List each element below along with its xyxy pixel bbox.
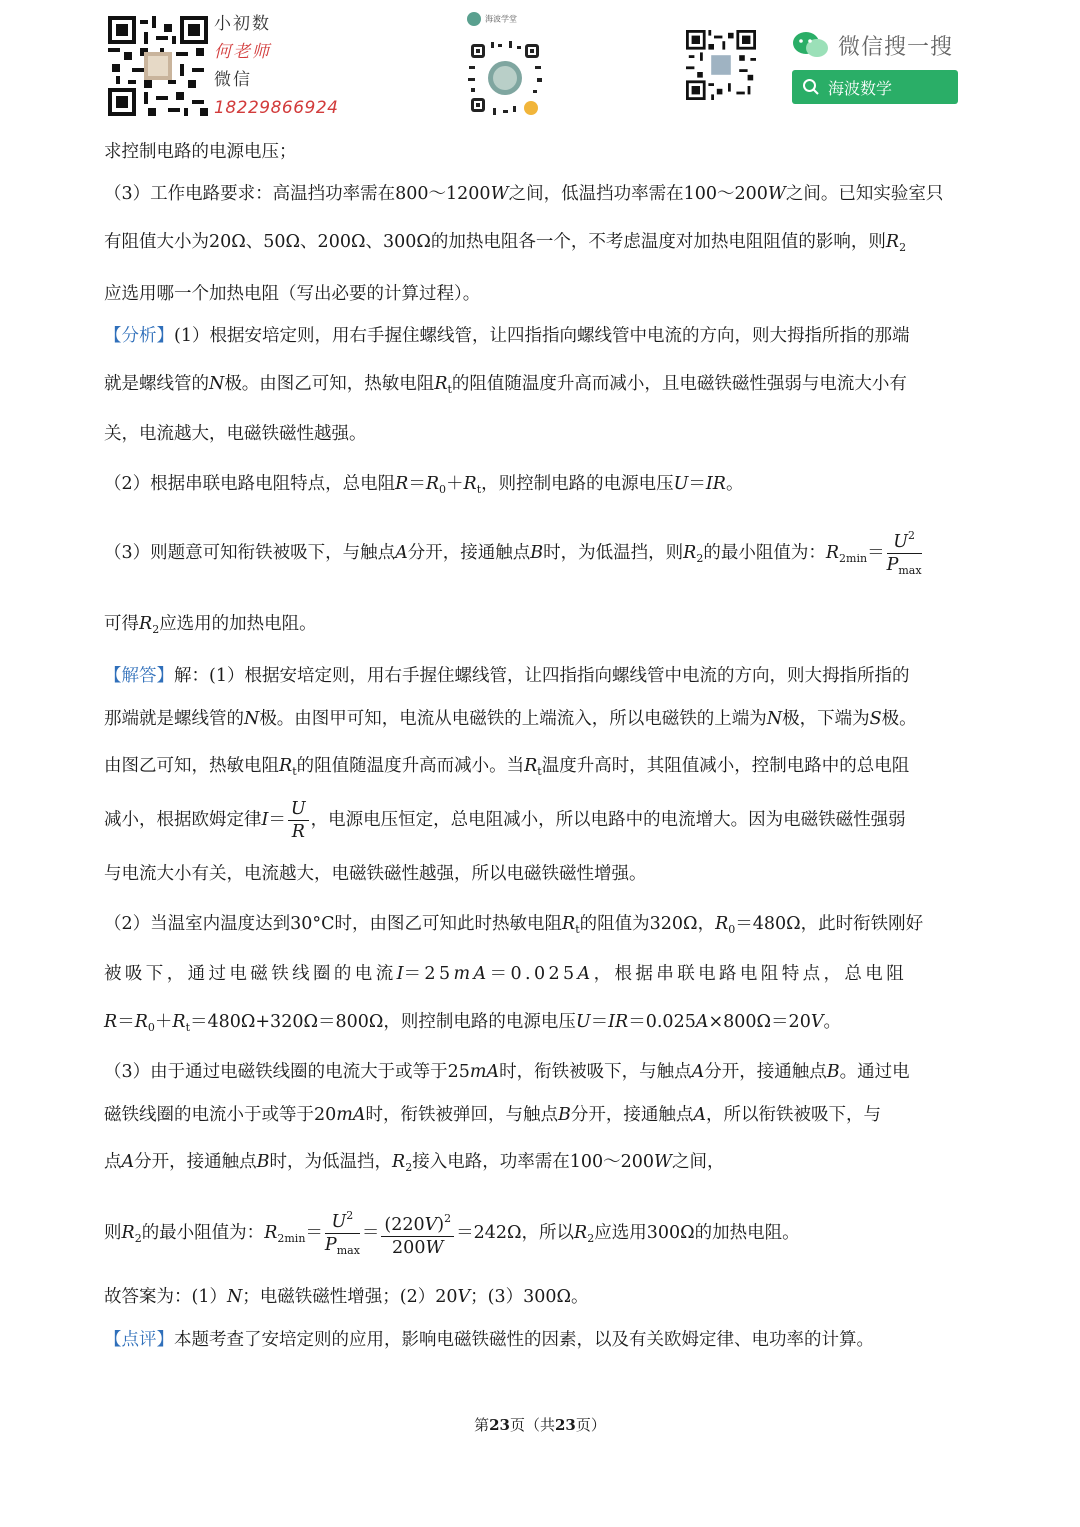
page-number: 23: [489, 1416, 510, 1434]
analysis-line-1: 【分析】(1）根据安培定则，用右手握住螺线管，让四指指向螺线管中电流的方向，则大拇指所指的那端: [104, 326, 910, 346]
page-footer: 第23页（共23页）: [474, 1416, 606, 1434]
answer-line-3: 由图乙可知，热敏电阻$R_t$的阻值随温度升高而减小。当$R_t$温度升高时，其阻值减小，控制电路中的总电阻: [104, 756, 910, 778]
answer-line-9: （3）由于通过电磁铁线圈的电流大于或等于25mA时，衔铁被吸下，与触点A分开，接通触点B。通过电: [104, 1062, 910, 1082]
answer-line-6: （2）当温室内温度达到30°C时，由图乙可知此时热敏电阻$R_t$的阻值为320Ω，$R_0=480\Omega$，此时衔铁刚好: [104, 914, 924, 936]
contact-line-3: 微信: [214, 70, 252, 90]
answer-tag: 【解答】: [104, 666, 174, 686]
wechat-search-button[interactable]: [792, 70, 958, 104]
answer-line-5: 与电流大小有关，电流越大，电磁铁磁性越强，所以电磁铁磁性增强。: [104, 864, 647, 884]
answer-line-8: $R=R_0+R_t=480\Omega+320\Omega=800\Omega$，则控制电路的电源电压U＝IR＝0.025A×800Ω＝20V。: [104, 1012, 841, 1034]
qr-code-1-icon: [108, 16, 208, 116]
wechat-icon: [792, 30, 830, 60]
contact-phone: 18229866924: [214, 98, 339, 118]
wechat-search-button-label: 海波数学: [828, 78, 893, 98]
comment-line: 【点评】本题考查了安培定则的应用，影响电磁铁磁性的因素，以及有关欧姆定律、电功率的计算。: [104, 1330, 874, 1350]
analysis-line-4: （2）根据串联电路电阻特点，总电阻$R=R_0+R_t$，则控制电路的电源电压U＝IR。: [104, 474, 744, 496]
answer-line-10: 磁铁线圈的电流小于或等于20mA时，衔铁被弹回，与触点B分开，接通触点A，所以衔铁被吸下，与: [104, 1105, 882, 1125]
question-line-1: 求控制电路的电源电压；: [104, 142, 297, 162]
logo-mini: 海波学堂: [467, 12, 537, 30]
analysis-tag: 【分析】: [104, 326, 174, 346]
logo-dot-icon: [467, 12, 481, 26]
answer-line-12: 则$R_2$的最小阻值为：$R_{2min}=$ $\frac{U^2}{P_{max}}$ ＝ $\frac{(220V)^2}{200W}$ ＝242Ω，所以$R_2$应选用300Ω的加热电阻。: [104, 1205, 800, 1262]
analysis-line-2: 就是螺线管的N极。由图乙可知，热敏电阻$R_t$的阻值随温度升高而减小，且电磁铁磁性强弱与电流大小有: [104, 374, 907, 396]
contact-line-2: 何老师: [214, 42, 271, 62]
analysis-line-6: 可得$R_2$应选用的加热电阻。: [104, 614, 317, 636]
comment-tag: 【点评】: [104, 1330, 174, 1350]
question-3-line-3: 应选用哪一个加热电阻（写出必要的计算过程）。: [104, 284, 481, 304]
page-header: [0, 0, 1080, 130]
question-3-line-2: 有阻值大小为20Ω、50Ω、200Ω、300Ω的加热电阻各一个，不考虑温度对加热电阻阻值的影响，则$R_2$: [104, 232, 907, 254]
page-total: 23: [555, 1416, 576, 1434]
answer-line-11: 点A分开，接通触点B时，为低温挡，$R_2$接入电路，功率需在100～200W之间，: [104, 1152, 725, 1174]
wechat-search-badge: [792, 28, 962, 104]
qr-code-2-icon: [686, 30, 756, 100]
final-answer-line: 故答案为：(1）N；电磁铁磁性增强；(2）20V；(3）300Ω。: [104, 1287, 589, 1307]
answer-line-7: 被吸下，通过电磁铁线圈的电流I＝25mA＝0.025A，根据串联电路电阻特点，总电阻: [104, 964, 908, 984]
analysis-line-5: （3）则题意可知衔铁被吸下，与触点A分开，接通触点B时，为低温挡，则$R_2$的最小阻值为：$R_{2min}=$ $\frac{U^2}{P_{max}}$: [104, 525, 924, 582]
question-3-line-1: （3）工作电路要求：高温挡功率需在800～1200W之间，低温挡功率需在100～200W之间。已知实验室只: [104, 184, 944, 204]
search-icon: [802, 78, 820, 96]
answer-line-4: 减小，根据欧姆定律I＝ $\frac{U}{R}$ ，电源电压恒定，总电阻减小，所以电路中的电流增大。因为电磁铁磁性强弱: [104, 799, 906, 842]
answer-line-1: 【解答】解：(1）根据安培定则，用右手握住螺线管，让四指指向螺线管中电流的方向，则大拇指所指的: [104, 666, 910, 686]
contact-line-1: 小初数: [214, 14, 271, 34]
mini-program-code-icon: [465, 38, 545, 118]
wechat-search-title: 微信搜一搜: [838, 34, 954, 60]
analysis-line-3: 关，电流越大，电磁铁磁性越强。: [104, 424, 367, 444]
contact-info: [214, 10, 339, 122]
answer-line-2: 那端就是螺线管的N极。由图甲可知，电流从电磁铁的上端流入，所以电磁铁的上端为N极，下端为S极。: [104, 709, 917, 729]
